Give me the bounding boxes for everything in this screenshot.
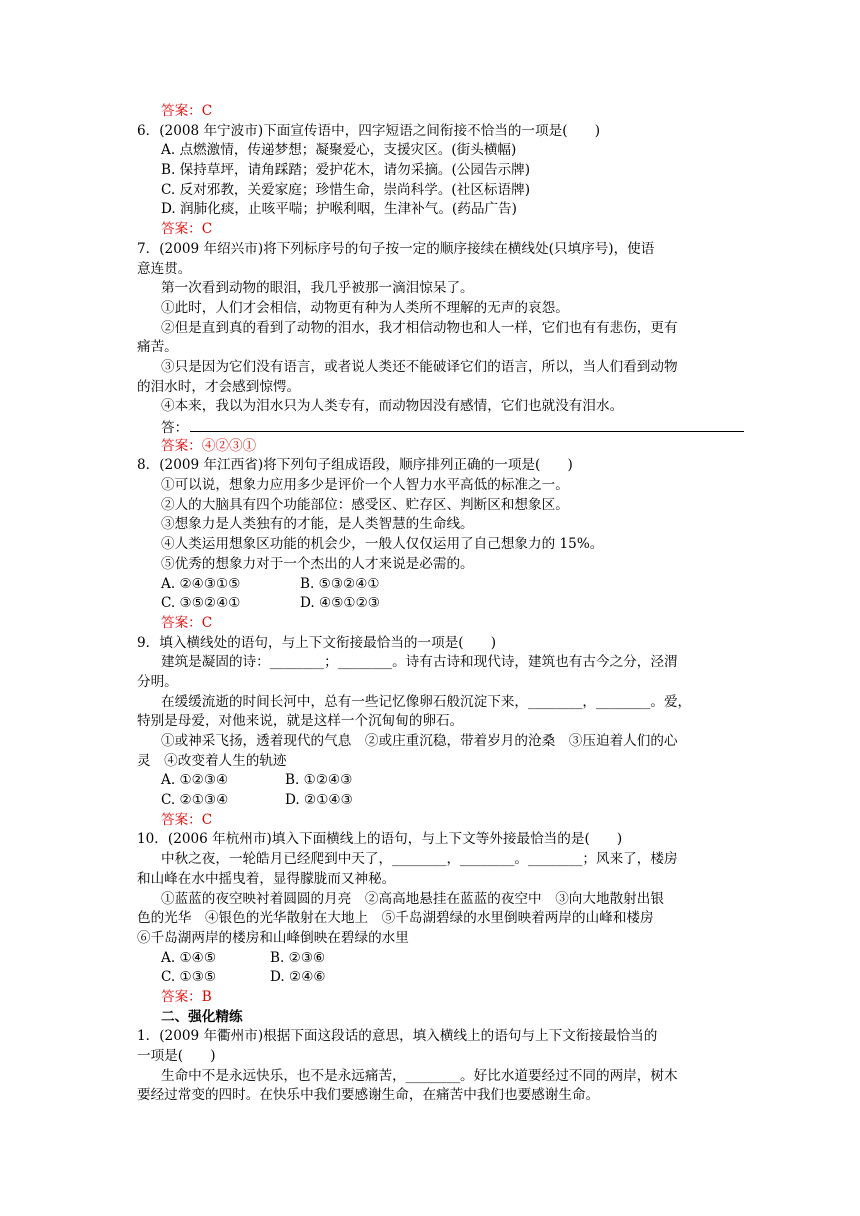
answer-9: 答案：C [161,811,213,828]
q9-items-cont: 灵 ④改变着人生的轨迹 [137,752,287,769]
q10-items: ①蓝蓝的夜空映衬着圆圆的月亮 ②高高地悬挂在蓝蓝的夜空中 ③向大地散射出银 [161,890,664,907]
q10-passage: 中秋之夜，一轮皓月已经爬到中天了，________，________。________；风来了，楼房 [161,851,678,868]
q7-item-1: ①此时，人们才会相信，动物更有种为人类所不理解的无声的哀怨。 [161,299,569,316]
question-9: 9．填入横线处的语句，与上下文衔接最恰当的一项是( ) [137,634,497,651]
document-page [0,102,860,1106]
q8-item-3: ③想象力是人类独有的才能，是人类智慧的生命线。 [161,516,474,533]
q10-option-d: D. ②④⑥ [270,969,326,986]
q7-item-3: ③只是因为它们没有语言，或者说人类还不能破译它们的语言，所以，当人们看到动物 [161,358,678,375]
q7-lead: 第一次看到动物的眼泪，我几乎被那一滴泪惊呆了。 [161,280,474,297]
q10-items-cont: 色的光华 ④银色的光华散射在大地上 ⑤千岛湖碧绿的水里倒映着两岸的山峰和楼房 [137,910,654,927]
q8-item-1: ①可以说，想象力应用多少是评价一个人智力水平高低的标准之一。 [161,477,569,494]
q9-option-a: A. ①②③④ [161,772,229,789]
exercise-1-cont: 一项是( ) [137,1048,216,1064]
q10-option-c: C. ①③⑤ [161,969,217,986]
exercise-1-passage: 生命中不是永远快乐，也不是永远痛苦，________。好比水道要经过不同的两岸，树木 [161,1067,678,1084]
q10-options-cd [0,968,860,988]
question-8: 8．(2009 年江西省)将下列句子组成语段，顺序排列正确的一项是( ) [137,457,573,474]
q7-item-4: ④本来，我以为泪水只为人类专有，而动物因没有感情，它们也就没有泪水。 [161,398,624,415]
q6-option-a: A. 点燃激情，传递梦想；凝聚爱心，支援灾区。(街头横幅) [161,142,517,159]
q8-options-ab [0,575,860,595]
q9-passage-1: 建筑是凝固的诗：________；________。诗有古诗和现代诗，建筑也有古今之分，泾渭 [161,654,678,671]
q8-option-d: D. ④⑤①②③ [300,595,380,612]
section-heading: 二、强化精练 [161,1008,243,1025]
q10-options-ab [0,949,860,969]
answer-7: 答案：④②③① [161,437,257,454]
q10-option-a: A. ①④⑤ [161,949,217,966]
answer-8: 答案：C [161,614,213,631]
q8-options-cd [0,594,860,614]
answer-blank [190,417,744,432]
q9-passage-2-cont: 特别是母爱，对他来说，就是这样一个沉甸甸的卵石。 [137,713,464,730]
answer-10: 答案：B [161,988,212,1005]
q8-option-c: C. ③⑤②④① [161,595,241,612]
q7-answer-line [0,417,860,437]
exercise-1: 1．(2009 年衢州市)根据下面这段话的意思，填入横线上的语句与上下文衔接最恰当的 [137,1028,658,1045]
q8-option-a: A. ②④③①⑤ [161,575,241,592]
q6-option-c: C. 反对邪教，关爱家庭；珍惜生命，崇尚科学。(社区标语牌) [161,181,531,198]
q9-passage-2: 在缓缓流逝的时间长河中，总有一些记忆像卵石般沉淀下来，________，________。爱， [161,693,692,710]
q8-option-b: B. ⑤③②④① [300,575,380,592]
answer-6: 答案：C [161,221,213,238]
exercise-1-passage-cont: 要经过常变的四时。在快乐中我们要感谢生命，在痛苦中我们也要感谢生命。 [137,1087,600,1104]
q7-answer-label: 答： [161,420,189,436]
q7-item-2-cont: 痛苦。 [137,339,178,356]
q10-passage-cont: 和山峰在水中摇曳着，显得朦胧而又神秘。 [137,870,396,887]
q9-option-c: C. ②①③④ [161,792,229,809]
q7-item-3-cont: 的泪水时，才会感到惊愕。 [137,378,301,395]
q6-option-b: B. 保持草坪，请角踩踏；爱护花木，请勿采摘。(公园告示牌) [161,162,531,179]
q9-option-b: B. ①②④③ [285,772,353,789]
answer-5: 答案：C [161,103,213,119]
q9-options-ab [0,771,860,791]
q9-option-d: D. ②①④③ [285,792,353,809]
q10-option-b: B. ②③⑥ [270,949,326,966]
q9-passage-1-cont: 分明。 [137,673,178,690]
question-10: 10．(2006 年杭州市)填入下面横线上的语句，与上下文等外接最恰当的是( ) [137,831,623,848]
q6-option-d: D. 润肺化痰，止咳平喘；护喉利咽，生津补气。(药品广告) [161,201,517,218]
question-6: 6．(2008 年宁波市)下面宣传语中，四字短语之间衔接不恰当的一项是( ) [137,122,600,139]
q7-item-2: ②但是直到真的看到了动物的泪水，我才相信动物也和人一样，它们也有有悲伤，更有 [161,319,678,336]
q8-item-4: ④人类运用想象区功能的机会少，一般人仅仅运用了自己想象力的 15%。 [161,536,604,553]
question-7: 7．(2009 年绍兴市)将下列标序号的句子按一定的顺序接续在横线处(只填序号)，使语 [137,240,655,257]
q8-item-5: ⑤优秀的想象力对于一个杰出的人才来说是必需的。 [161,555,474,572]
q9-options-cd [0,791,860,811]
q10-items-cont-2: ⑥千岛湖两岸的楼房和山峰倒映在碧绿的水里 [137,929,409,946]
question-7-cont: 意连贯。 [137,260,192,277]
q9-items: ①或神采飞扬，透着现代的气息 ②或庄重沉稳，带着岁月的沧桑 ③压迫着人们的心 [161,733,678,749]
q8-item-2: ②人的大脑具有四个功能部位：感受区、贮存区、判断区和想象区。 [161,496,569,513]
